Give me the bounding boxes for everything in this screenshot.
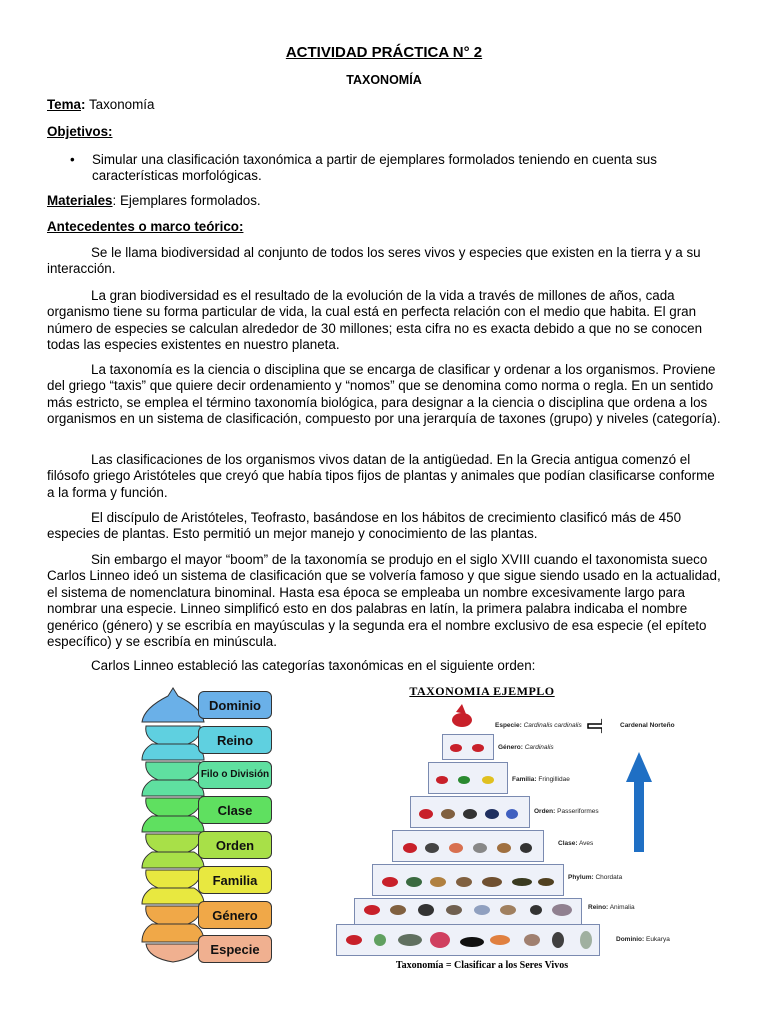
level-value: Cardinalis: [524, 744, 554, 751]
level-value: Chordata: [595, 874, 623, 881]
rank-label: Orden: [215, 837, 255, 853]
paragraph-text: Carlos Linneo estableció las categorías taxonómicas en el siguiente orden:: [91, 658, 536, 673]
rank-label: Clase: [217, 802, 253, 818]
rank-dominio: [198, 691, 272, 719]
pyramid-caption: Taxonomía = Clasificar a los Seres Vivos: [395, 960, 569, 971]
paragraph-text: El discípulo de Aristóteles, Teofrasto, basándose en los hábitos de crecimiento clasificó más de 450 especies de plantas. Esto permitió un mejor manejo y conocimiento de las plantas.: [47, 510, 682, 542]
document-subtitle: TAXONOMÍA: [346, 73, 422, 87]
level-value: Passeriformes: [557, 808, 599, 815]
paragraph-4: [47, 452, 722, 501]
rank-label: Especie: [210, 941, 260, 957]
level-name: Familia:: [512, 776, 537, 783]
level-name: Especie:: [495, 722, 522, 729]
antecedentes-label: Antecedentes o marco teórico:: [47, 219, 244, 234]
level-name: Género:: [498, 744, 523, 751]
paragraph-text: Las clasificaciones de los organismos vivos datan de la antigüedad. En la Grecia antigua comenzó el filósofo griego Aristóteles que creyó que había tipos fijos de plantas y animales que podían clasificarse conforme a la forma y función.: [47, 452, 715, 500]
paragraph-7: [47, 658, 722, 674]
level-clase: [558, 840, 593, 847]
taxonomic-ranks-figure: [130, 686, 280, 966]
materiales-line: Materiales: Ejemplares formolados.: [47, 193, 261, 208]
up-arrow-icon: [624, 752, 654, 852]
level-value: Eukarya: [645, 936, 670, 943]
paragraph-text: La gran biodiversidad es el resultado de la evolución de la vida a través de millones de años, cada organismo tiene su forma particular de vida, la cual está en perfecta relación con el medio que habita. El gran número de especies se calculan alrededor de 30 millones; esta cifra no es exacta debido a que no se conocen todas las especies existentes en nuestro planeta.: [47, 288, 703, 353]
rank-reino: [198, 726, 272, 754]
rank-orden: [198, 831, 272, 859]
rank-label: Género: [212, 907, 258, 923]
rank-especie: [198, 935, 272, 963]
paragraph-3: [47, 362, 722, 428]
rank-familia: [198, 866, 272, 894]
rank-label: Familia: [212, 872, 258, 888]
level-value: Fringillidae: [538, 776, 570, 783]
paragraph-5: [47, 510, 722, 543]
level-reino: [588, 904, 635, 911]
rank-filo: [198, 761, 272, 789]
paragraph-1: [47, 245, 722, 278]
paragraph-text: La taxonomía es la ciencia o disciplina que se encarga de clasificar y ordenar a los organismos. Proviene del griego “taxis” que quiere decir ordenamiento y “nomos” que se denomina como norma o regla. En un sentido más estricto, se emplea el término taxonomía biológica, para designar a la ciencia o disciplina que ordena a los organismos en un sistema de clasificación, compuesto por una jerarquía de taxones (grupo) y niveles (categoría).: [47, 362, 721, 427]
objetivos-list-item: [72, 152, 722, 185]
antecedentes-heading: [47, 219, 722, 235]
paragraph-text: Sin embargo el mayor “boom” de la taxonomía se produjo en el siglo XVIII cuando el taxonomista sueco Carlos Linneo ideó un sistema de clasificación que se volvería famoso y que sigue siendo usado en la actualidad, el sistema de nomenclatura binominal. Hasta esa época se empleaba un nombre excesivamente largo para nombrar una especie. Linneo simplificó esto en dos palabras en latín, la primera palabra indicaba el nombre genérico (género) y se escribía en mayúsculas y la segunda era el nombre exclusivo de esa especie (el epíteto específico) y se escribía en minúscula.: [47, 552, 721, 650]
materiales-label: Materiales: [47, 193, 113, 208]
level-name: Phylum:: [568, 874, 594, 881]
level-genero: [498, 744, 554, 751]
objetivo-text: Simular una clasificación taxonómica a partir de ejemplares formolados teniendo en cuenta sus características morfológicas.: [92, 152, 657, 184]
materiales-value: Ejemplares formolados.: [119, 193, 261, 208]
document-title: ACTIVIDAD PRÁCTICA N° 2: [285, 44, 483, 61]
level-value: Cardinalis cardinalis: [523, 722, 582, 729]
level-name: Reino:: [588, 904, 609, 911]
rank-label: Dominio: [209, 697, 261, 713]
tema-label: Tema: [47, 97, 81, 112]
arrow-right-icon: [588, 720, 602, 732]
objetivos-label: Objetivos:: [47, 124, 113, 139]
rank-label: Reino: [216, 732, 254, 748]
tema-line: Tema: Taxonomía: [47, 97, 155, 112]
level-familia: [512, 776, 570, 783]
level-phylum: [568, 874, 622, 881]
level-orden: [534, 808, 599, 815]
rank-label: Filo o División: [200, 769, 270, 780]
level-value: Aves: [578, 840, 594, 847]
level-name: Clase:: [558, 840, 578, 847]
paragraph-6: [47, 552, 722, 650]
tema-value: Taxonomía: [88, 97, 155, 112]
bullet-icon: •: [70, 152, 75, 167]
rank-genero: [198, 901, 272, 929]
level-name: Dominio:: [616, 936, 645, 943]
taxonomy-example-figure: [332, 684, 722, 976]
paragraph-2: [47, 288, 722, 354]
level-dominio: [616, 936, 670, 943]
level-especie: [495, 722, 582, 729]
level-value: Animalia: [609, 904, 635, 911]
objetivos-heading: [47, 124, 722, 140]
rank-clase: [198, 796, 272, 824]
level-name: Orden:: [534, 808, 556, 815]
arrow-target-label: Cardenal Norteño: [620, 722, 675, 729]
paragraph-text: Se le llama biodiversidad al conjunto de todos los seres vivos y especies que existen en la tierra y a su interacción.: [47, 245, 701, 277]
pyramid-title: TAXONOMIA EJEMPLO: [409, 684, 555, 698]
